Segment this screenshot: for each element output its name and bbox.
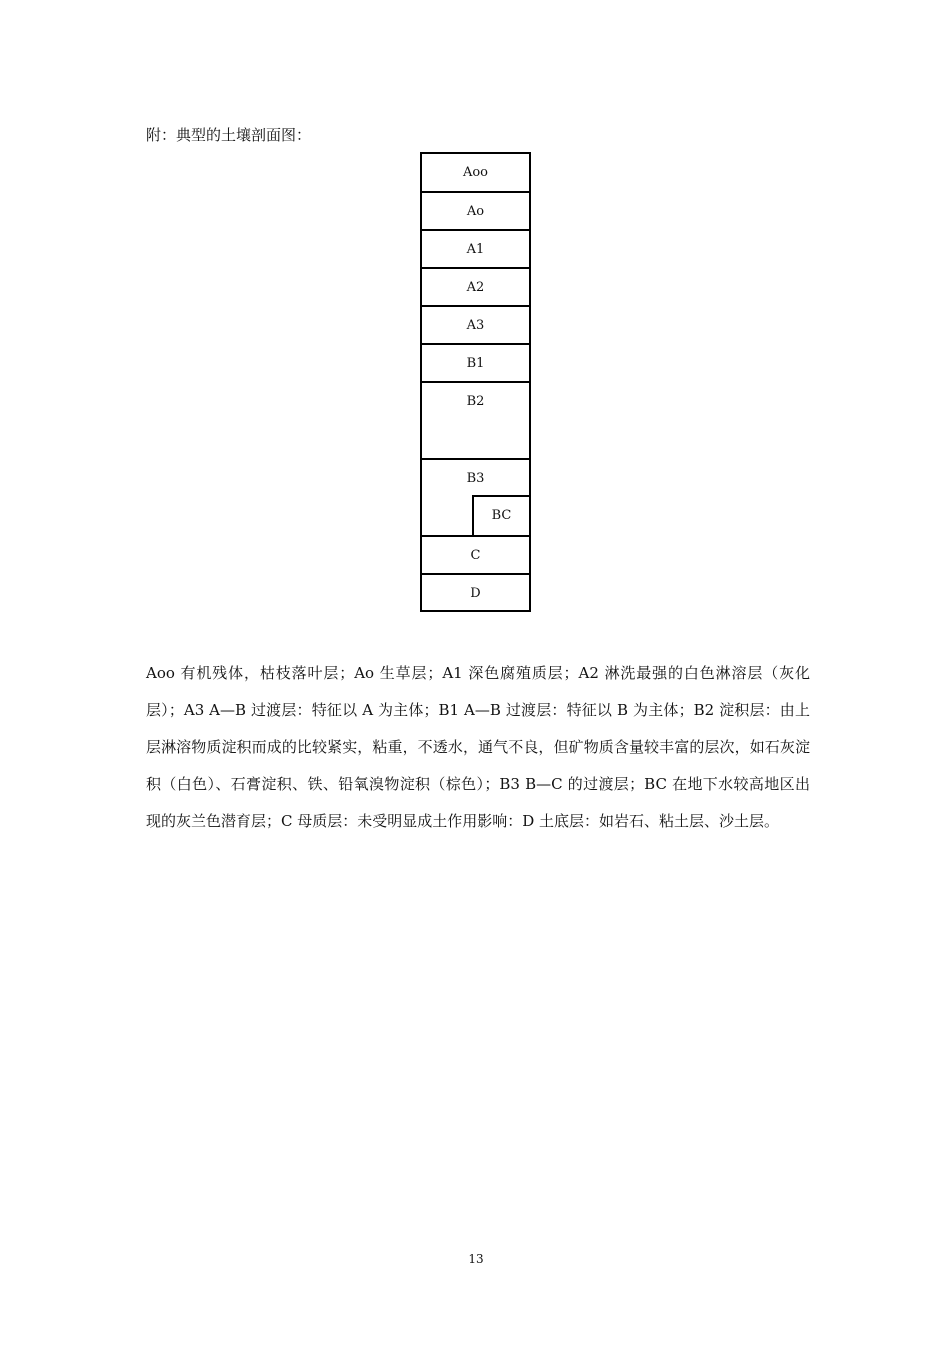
profile-layer-d: [422, 575, 529, 612]
profile-layer-bc: [472, 495, 529, 535]
profile-layer-c: [422, 537, 529, 575]
layer-label: Aoo: [462, 165, 489, 180]
layer-label: Ao: [466, 204, 485, 219]
layer-label: B2: [466, 394, 485, 409]
profile-layer-b3: [422, 460, 529, 537]
layer-label: C: [470, 548, 481, 563]
page-number: 13: [468, 1252, 484, 1266]
profile-layer-aoo: [422, 154, 529, 193]
layer-label: A1: [466, 242, 485, 257]
profile-layer-a3: [422, 307, 529, 345]
layer-label: B1: [466, 356, 485, 371]
description-paragraph: Aoo 有机残体，枯枝落叶层；Ao 生草层；A1 深色腐殖质层；A2 淋洗最强的白色淋溶层（灰化层）；A3 A—B 过渡层：特征以 A 为主体；B1 A—B 过渡层：特征以 B 为主体；B2 淀积层：由上层淋溶物质淀积而成的比较紧实，粘重，不透水，通气不良，但矿物质含量较丰富的层次，如石灰淀积（白色）、石膏淀积、铁、铅氧溴物淀积（棕色）；B3 B—C 的过渡层；BC 在地下水较高地区出现的灰兰色潜育层；C 母质层：未受明显成土作用影响：D 土底层：如岩石、粘土层、沙土层。: [146, 664, 810, 830]
profile-description: [146, 655, 810, 840]
layer-label: D: [470, 586, 481, 601]
profile-layer-b2: [422, 383, 529, 460]
profile-layer-ao: [422, 193, 529, 231]
layer-label: B3: [466, 471, 485, 486]
page-heading: 附：典型的土壤剖面图：: [146, 126, 312, 144]
profile-layer-b1: [422, 345, 529, 383]
profile-layer-a1: [422, 231, 529, 269]
soil-profile-diagram: [420, 152, 531, 612]
profile-layer-a2: [422, 269, 529, 307]
layer-label: A3: [466, 318, 485, 333]
layer-label: BC: [491, 508, 512, 523]
layer-label: A2: [466, 280, 485, 295]
